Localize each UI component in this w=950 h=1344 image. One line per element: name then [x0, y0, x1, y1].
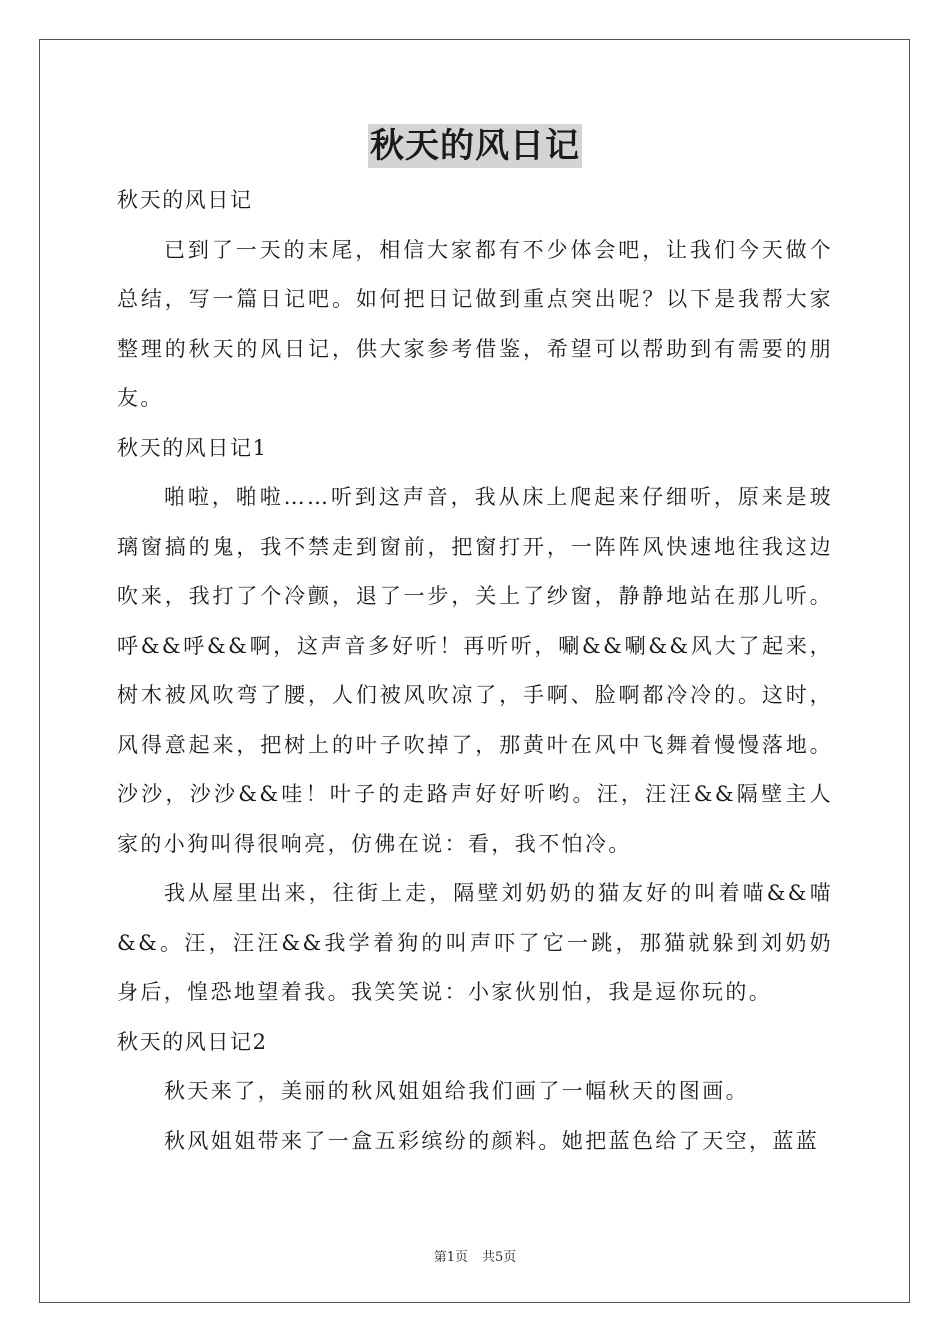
body-paragraph: 我从屋里出来，往街上走，隔壁刘奶奶的猫友好的叫着喵&&喵&&。汪，汪汪&&我学着狗的叫声吓了它一跳，那猫就躲到刘奶奶身后，惶恐地望着我。我笑笑说：小家伙别怕，我是逗你玩的。: [117, 881, 833, 1004]
page-number: 第1页: [433, 1250, 468, 1265]
section-heading: 秋天的风日记: [117, 188, 253, 212]
body-paragraph: 已到了一天的末尾，相信大家都有不少体会吧，让我们今天做个总结，写一篇日记吧。如何把日记做到重点突出呢？以下是我帮大家整理的秋天的风日记，供大家参考借鉴，希望可以帮助到有需要的朋友。: [117, 237, 833, 410]
document-title: 秋天的风日记: [370, 126, 580, 166]
body-paragraph: 秋天来了，美丽的秋风姐姐给我们画了一幅秋天的图画。: [164, 1079, 749, 1103]
body-paragraph: 秋风姐姐带来了一盒五彩缤纷的颜料。她把蓝色给了天空，蓝蓝: [164, 1128, 820, 1153]
section-heading: 秋天的风日记2: [117, 1029, 268, 1054]
body-paragraph: 啪啦，啪啦……听到这声音，我从床上爬起来仔细听，原来是玻璃窗搞的鬼，我不禁走到窗前，把窗打开，一阵阵风快速地往我这边吹来，我打了个冷颤，退了一步，关上了纱窗，静静地站在那儿听。呼&&呼&&啊，这声音多好听！再听听，唰&&唰&&风大了起来，树木被风吹弯了腰，人们被风吹凉了，手啊、脸啊都冷冷的。这时，风得意起来，把树上的叶子吹掉了，那黄叶在风中飞舞着慢慢落地。沙沙，沙沙&&哇！叶子的走路声好好听哟。汪，汪汪&&隔壁主人家的小狗叫得很响亮，仿佛在说：看，我不怕冷。: [117, 485, 833, 856]
total-pages: 共5页: [482, 1250, 517, 1265]
document-body: [117, 176, 833, 1166]
title-container: [0, 124, 950, 168]
page-footer: [0, 1246, 950, 1265]
section-heading: 秋天的风日记1: [117, 435, 268, 460]
